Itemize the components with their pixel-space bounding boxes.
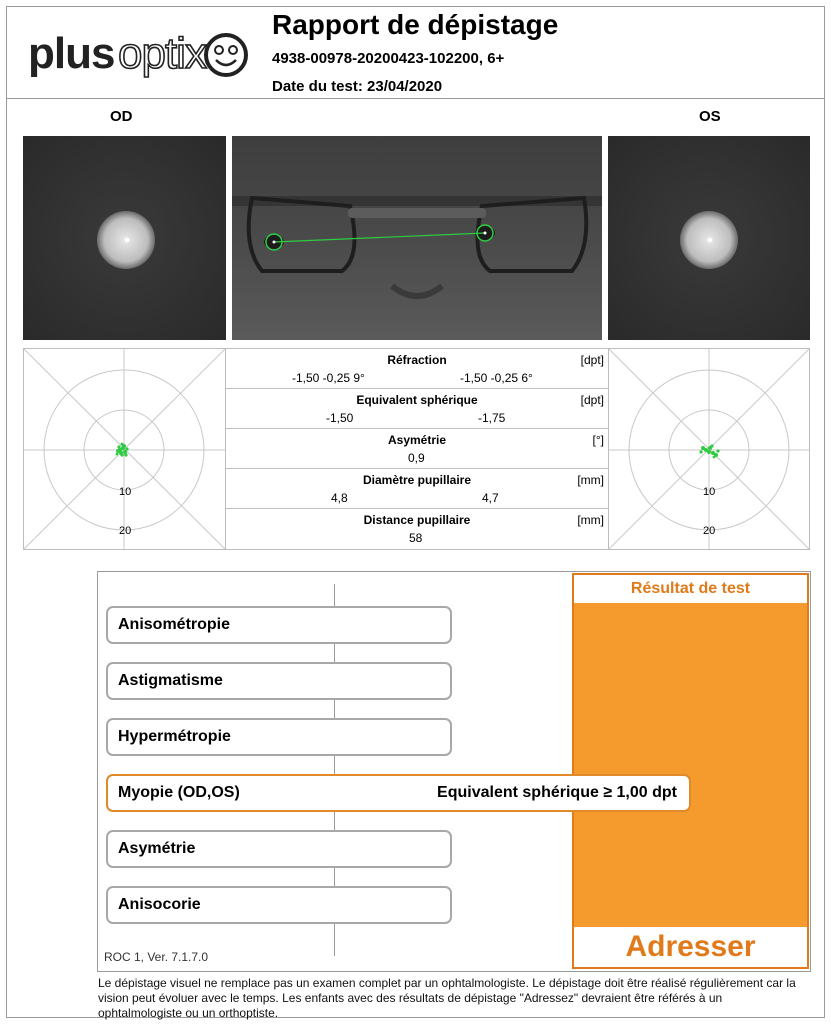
pupil-diameter-od: 4,8 (331, 491, 348, 505)
category-astigmatism (106, 662, 452, 700)
software-version: ROC 1, Ver. 7.1.7.0 (104, 950, 209, 964)
measurement-table (226, 348, 608, 550)
refraction-label: Réfraction (387, 353, 447, 367)
row-spherical-equivalent (226, 389, 608, 429)
test-date-value: 23/04/2020 (367, 78, 443, 95)
row-asymmetry (226, 429, 608, 469)
os-ring-label-20: 20 (703, 525, 716, 537)
spherical-equivalent-od: -1,50 (326, 411, 354, 425)
spherical-equivalent-os: -1,75 (478, 411, 506, 425)
asymmetry-value: 0,9 (408, 451, 425, 465)
refraction-os: -1,50 -0,25 6° (460, 371, 533, 385)
os-gaze-plot (608, 348, 810, 550)
category-asymmetry (106, 830, 452, 868)
pupil-distance-label: Distance pupillaire (363, 513, 471, 527)
row-pupil-diameter (226, 469, 608, 509)
category-anisocoria (106, 886, 452, 924)
os-pupil-image (608, 136, 810, 340)
spherical-equivalent-unit: [dpt] (580, 393, 604, 407)
pupil-diameter-label: Diamètre pupillaire (362, 473, 472, 487)
asymmetry-unit: [°] (592, 433, 604, 447)
refraction-unit: [dpt] (580, 353, 604, 367)
category-label: Anisométropie (118, 616, 231, 633)
category-myopia (106, 774, 691, 812)
report-title: Rapport de dépistage (272, 9, 559, 40)
pupil-distance-unit: [mm] (577, 513, 604, 527)
test-result-box (572, 573, 809, 969)
svg-text:optix: optix (118, 29, 206, 78)
od-ring-label-20: 20 (119, 525, 132, 537)
od-pupil-image (23, 136, 226, 340)
od-label: OD (110, 108, 133, 125)
category-label: Astigmatisme (118, 672, 223, 689)
pupil-distance-value: 58 (409, 531, 423, 545)
row-pupil-distance (226, 509, 608, 549)
os-label: OS (699, 108, 721, 125)
test-date (272, 78, 442, 95)
row-refraction (226, 349, 608, 389)
category-label: Anisocorie (118, 896, 201, 913)
plusoptix-logo (28, 28, 253, 82)
refraction-od: -1,50 -0,25 9° (292, 371, 365, 385)
test-result-verdict: Adresser (574, 927, 807, 967)
disclaimer-text: Le dépistage visuel ne remplace pas un examen complet par un ophtalmologiste. Le dépistage doit être réalisé régulièrement car la vision peut évoluer avec le temps. Les enfants avec des résultats de dépistage "Adressez" devraient être référés à un ophtalmologiste ou un orthoptiste. (98, 976, 796, 1020)
face-camera-image (232, 136, 602, 340)
spherical-equivalent-label: Equivalent sphérique (356, 393, 478, 407)
myopia-criterion: Equivalent sphérique ≥ 1,00 dpt (437, 784, 677, 801)
test-date-label: Date du test: (272, 78, 363, 95)
od-gaze-plot (23, 348, 226, 550)
category-anisometropia (106, 606, 452, 644)
category-label: Asymétrie (118, 840, 196, 857)
test-result-title: Résultat de test (574, 575, 807, 603)
pupil-diameter-os: 4,7 (482, 491, 499, 505)
category-hyperopia (106, 718, 452, 756)
category-label: Myopie (OD,OS) (118, 784, 240, 801)
od-ring-label-10: 10 (119, 486, 132, 498)
os-ring-label-10: 10 (703, 486, 716, 498)
asymmetry-label: Asymétrie (387, 433, 447, 447)
svg-text:plus: plus (28, 29, 115, 78)
test-id: 4938-00978-20200423-102200, 6+ (272, 50, 505, 67)
category-label: Hypermétropie (118, 728, 231, 745)
header-divider (6, 98, 825, 99)
pupil-diameter-unit: [mm] (577, 473, 604, 487)
